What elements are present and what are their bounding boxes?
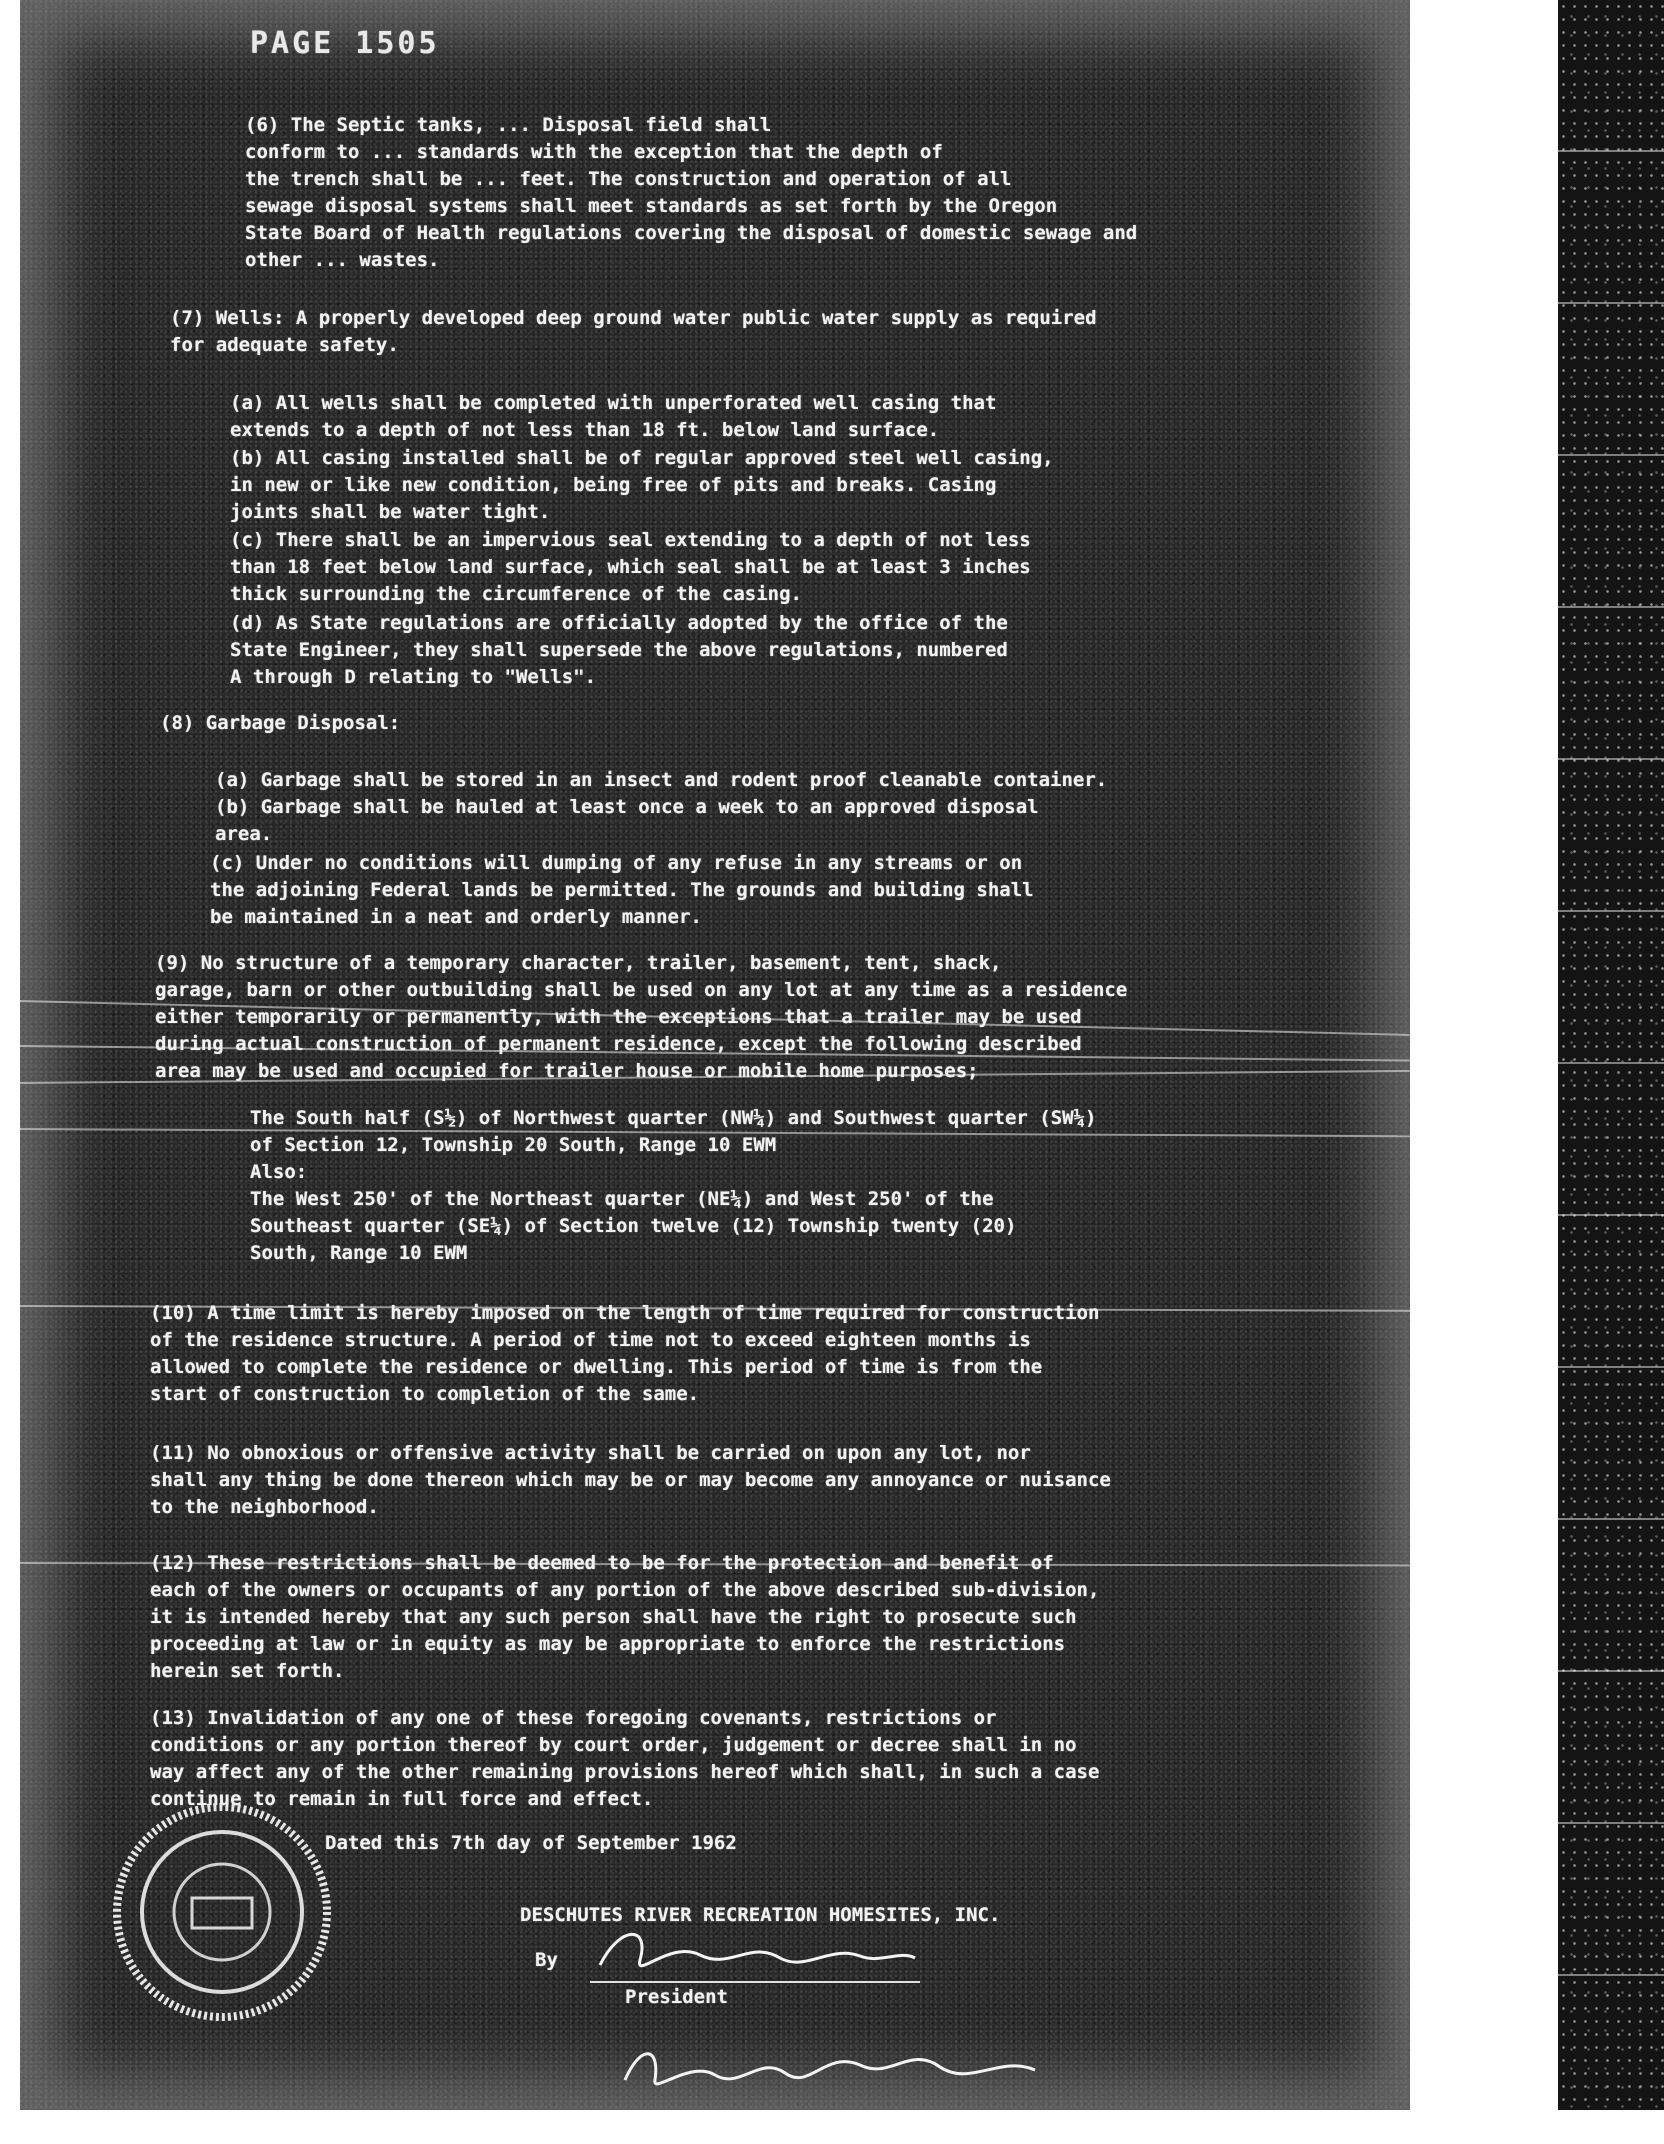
paragraph-9-legal-description: The South half (S½) of Northwest quarter (NW¼) and Southwest quarter (SW¼) of Section 12, Township 20 South, Range 10 EWM Also: The West 250' of the Northeast quarter (NE¼) and West 250' of the Southeast quarter (SE¼) of Section twelve (12) Township twenty (20) South, Range 10 EWM [250,1107,1097,1264]
corporate-seal [110,1800,335,2025]
paragraph-12: (12) These restrictions shall be deemed to be for the protection and benefit of each of the owners or occupants of any portion of the above described sub-division, it is intended hereby that any such person shall have the right to prosecute such proceeding at law or in equity as may be appropriate to enforce the restrictions herein set forth. [150,1552,1100,1682]
wells-item-b: (b) All casing installed shall be of regular approved steel well casing, in new or like new condition, being free of pits and breaks. Casing joints shall be water tight. [230,447,1054,523]
page-header-mark: PAGE 1505 [250,26,440,61]
wells-item-d: (d) As State regulations are officially adopted by the office of the State Engineer, they shall supersede the above regulations, numbered A through D relating to "Wells". [230,612,1008,688]
president-signature [590,1920,920,1990]
garbage-item-b: (b) Garbage shall be hauled at least once a week to an approved disposal area. [215,796,1039,845]
secretary-signature [620,2025,1040,2105]
by-label: By [535,1949,558,1971]
septic-paragraph: (6) The Septic tanks, ... Disposal field shall conform to ... standards with the exception that the depth of the trench shall be ... feet. The construction and operation of all sewage disposal systems shall meet standards as set forth by the Oregon State Board of Health regulations covering the disposal of domestic sewage and other ... wastes. [245,114,1138,271]
paragraph-13: (13) Invalidation of any one of these foregoing covenants, restrictions or conditions or any portion thereof by court order, judgement or decree shall in no way affect any of the other remaining provisions hereof which shall, in such a case continue to remain in full force and effect. [150,1707,1100,1810]
wells-intro: (7) Wells: A properly developed deep ground water public water supply as required for adequate safety. [170,307,1097,356]
paragraph-9: (9) No structure of a temporary character, trailer, basement, tent, shack, garage, barn or other outbuilding shall be used on any lot at any time as a residence either temporarily or permanently, with the exceptions that a trailer may be used during actual construction of permanent residence, except the following described area may be used and occupied for trailer house or mobile home purposes; [155,952,1128,1082]
scan-edge-strip [1558,0,1664,2110]
president-label: President [625,1986,728,2008]
garbage-item-a: (a) Garbage shall be stored in an insect and rodent proof cleanable container. [215,769,1108,791]
dated-line: Dated this 7th day of September 1962 [325,1832,737,1854]
garbage-heading: (8) Garbage Disposal: [160,712,401,734]
company-name: DESCHUTES RIVER RECREATION HOMESITES, INC. [520,1904,1001,1926]
paragraph-10: (10) A time limit is hereby imposed on the length of time required for construction of the residence structure. A period of time not to exceed eighteen months is allowed to complete the residence or dwelling. This period of time is from the start of construction to completion of the same. [150,1302,1100,1405]
garbage-item-c: (c) Under no conditions will dumping of any refuse in any streams or on the adjoining Federal lands be permitted. The grounds and building shall be maintained in a neat and orderly manner. [210,852,1034,928]
wells-item-a: (a) All wells shall be completed with unperforated well casing that extends to a depth of not less than 18 ft. below land surface. [230,392,997,441]
wells-item-c: (c) There shall be an impervious seal extending to a depth of not less than 18 feet below land surface, which seal shall be at least 3 inches thick surrounding the circumference of the casing. [230,529,1031,605]
paragraph-11: (11) No obnoxious or offensive activity shall be carried on upon any lot, nor shall any thing be done thereon which may be or may become any annoyance or nuisance to the neighborhood. [150,1442,1111,1518]
